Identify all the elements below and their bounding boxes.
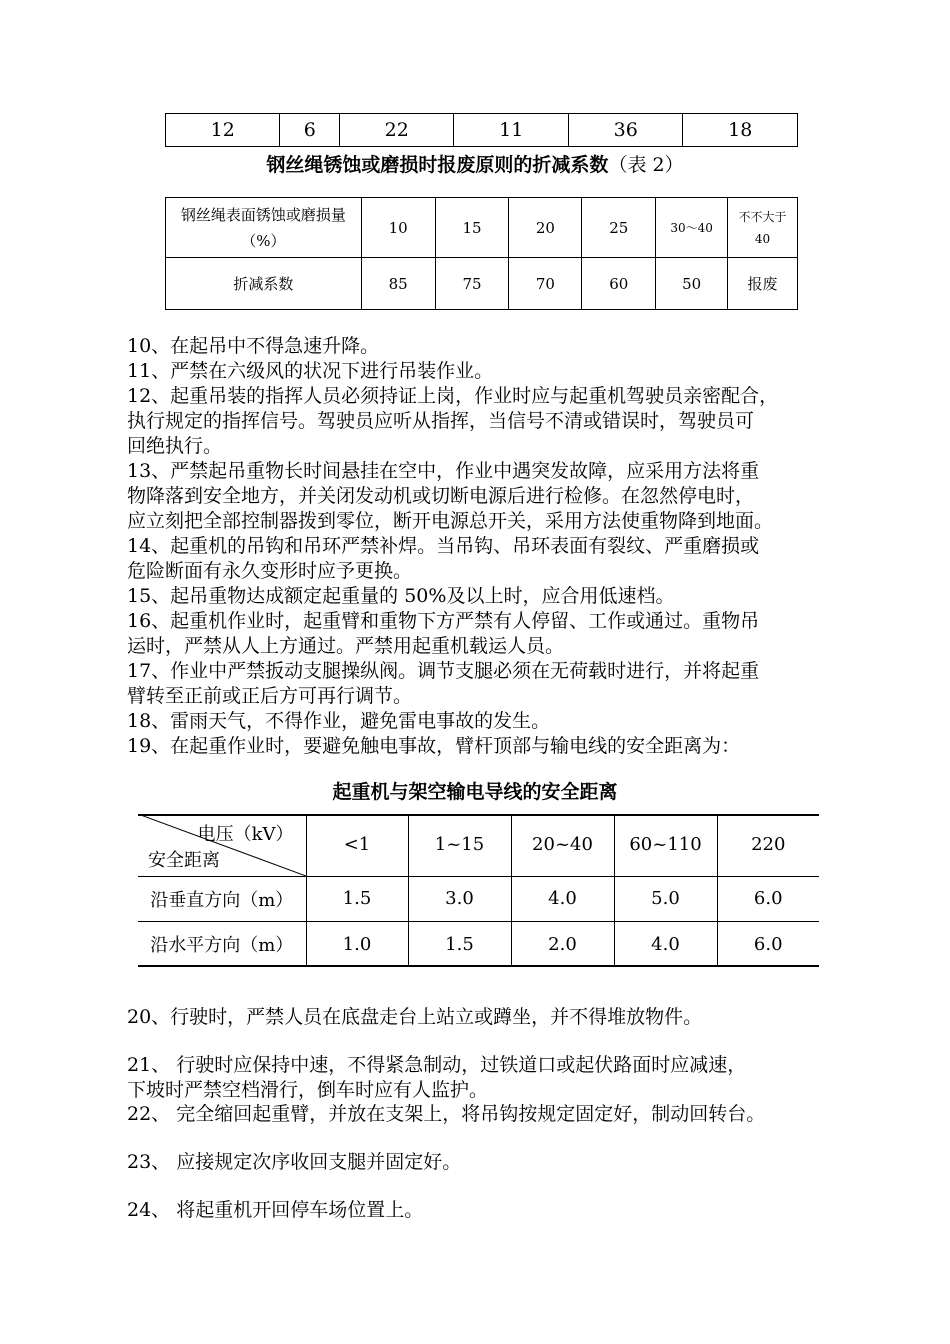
- table-row: [166, 198, 798, 258]
- rule-21: [127, 1053, 887, 1103]
- table-cell: 3.0: [408, 876, 511, 921]
- table-row: [166, 114, 798, 147]
- table-header-cell: 60~110: [614, 814, 717, 876]
- table-cell: 85: [361, 258, 435, 310]
- paragraph-line: 14、起重机的吊钩和吊环严禁补焊。当吊钩、吊环表面有裂纹、严重磨损或: [127, 535, 760, 557]
- table-cell: 4.0: [614, 921, 717, 967]
- paragraph-line: 执行规定的指挥信号。驾驶员应听从指挥，当信号不清或错误时，驾驶员可: [127, 410, 755, 432]
- table-cell: 1.5: [306, 876, 408, 921]
- table-cell: 6: [280, 114, 340, 147]
- table2-caption: [0, 150, 950, 177]
- table2-caption-number: （表 2）: [608, 154, 684, 176]
- table-cell: 5.0: [614, 876, 717, 921]
- paragraph-line: 11、严禁在六级风的状况下进行吊装作业。: [127, 360, 494, 382]
- reduction-coefficient-table: [165, 197, 798, 310]
- paragraph-line: 23、 应接规定次序收回支腿并固定好。: [127, 1151, 462, 1173]
- table2-caption-title: 钢丝绳锈蚀或磨损时报废原则的折减系数: [266, 154, 609, 176]
- table-row-label: 沿水平方向（m）: [150, 935, 294, 957]
- table-row: [166, 258, 798, 310]
- table3-caption: 起重机与架空输电导线的安全距离: [332, 781, 618, 803]
- table-header-cell: 30～40: [656, 198, 728, 258]
- rule-23: [127, 1150, 887, 1175]
- paragraph-line: 危险断面有永久变形时应予更换。: [127, 560, 413, 582]
- table-cell: 60: [582, 258, 656, 310]
- table-cell: 1.0: [306, 921, 408, 967]
- table-row: [138, 921, 819, 967]
- table-cell: 报废: [728, 258, 798, 310]
- table-header-cell: 10: [361, 198, 435, 258]
- paragraph-line: 13、严禁起吊重物长时间悬挂在空中，作业中遇突发故障，应采用方法将重: [127, 460, 760, 482]
- table-cell: 70: [509, 258, 582, 310]
- paragraph-line: 20、行驶时，严禁人员在底盘走台上站立或蹲坐，并不得堆放物件。: [127, 1006, 703, 1028]
- table-header-cell: 20: [509, 198, 582, 258]
- distance-header: 安全距离: [148, 849, 220, 871]
- paragraph-line: 应立刻把全部控制器拨到零位，断开电源总开关，采用方法使重物降到地面。: [127, 510, 774, 532]
- paragraph-line: 12、起重吊装的指挥人员必须持证上岗，作业时应与起重机驾驶员亲密配合，: [127, 385, 779, 407]
- diagonal-header-cell: [138, 814, 306, 876]
- table-cell: 75: [435, 258, 509, 310]
- table-cell: 22: [340, 114, 454, 147]
- rules-list-part1: [127, 334, 887, 759]
- paragraph-line: 16、起重机作业时，起重臂和重物下方严禁有人停留、工作或通过。重物吊: [127, 610, 760, 632]
- paragraph-line: 21、 行驶时应保持中速，不得紧急制动，过铁道口或起伏路面时应减速，: [127, 1054, 747, 1076]
- paragraph-line: 物降落到安全地方，并关闭发动机或切断电源后进行检修。在忽然停电时，: [127, 485, 755, 507]
- table-row: [138, 876, 819, 921]
- table-row: [138, 814, 819, 876]
- table-header-cell: 20~40: [511, 814, 614, 876]
- paragraph-line: 臂转至正前或正后方可再行调节。: [127, 685, 413, 707]
- rule-20: [127, 1005, 887, 1030]
- table-cell: 11: [454, 114, 568, 147]
- paragraph-line: 18、雷雨天气，不得作业，避免雷电事故的发生。: [127, 710, 551, 732]
- table-cell: 36: [568, 114, 682, 147]
- paragraph-line: 15、起吊重物达成额定起重量的 50%及以上时，应合用低速档。: [127, 585, 675, 607]
- table-row-label: 折减系数: [166, 258, 362, 310]
- table-continuation: [165, 113, 798, 147]
- paragraph-line: 下坡时严禁空档滑行，倒车时应有人监护。: [127, 1079, 489, 1101]
- paragraph-line: 24、 将起重机开回停车场位置上。: [127, 1199, 424, 1221]
- table-header-cell: 1~15: [408, 814, 511, 876]
- table-cell: 1.5: [408, 921, 511, 967]
- table-cell: 50: [656, 258, 728, 310]
- rule-24: [127, 1198, 887, 1223]
- table-row-label: 沿垂直方向（m）: [138, 876, 306, 921]
- table3-bottom-rule: [138, 965, 819, 967]
- table-cell: 18: [683, 114, 798, 147]
- paragraph-line: 19、在起重作业时，要避免触电事故，臂杆顶部与输电线的安全距离为：: [127, 735, 741, 757]
- table-header-cell: 不不大于 40: [728, 198, 798, 258]
- table-header-cell: 15: [435, 198, 509, 258]
- table-cell: 12: [166, 114, 280, 147]
- paragraph-line: 17、作业中严禁扳动支腿操纵阀。调节支腿必须在无荷载时进行，并将起重: [127, 660, 760, 682]
- safety-distance-table: [138, 814, 819, 967]
- table-cell: 6.0: [717, 921, 819, 967]
- table-header-cell: 25: [582, 198, 656, 258]
- voltage-header: 电压（kV）: [197, 824, 294, 845]
- table-header-cell: <1: [306, 814, 408, 876]
- paragraph-line: 回绝执行。: [127, 435, 223, 457]
- table-header-cell: 钢丝绳表面锈蚀或磨损量（%）: [166, 198, 362, 258]
- paragraph-line: 运时，严禁从人上方通过。严禁用起重机载运人员。: [127, 635, 565, 657]
- rule-22: [127, 1102, 887, 1127]
- table-header-cell: 220: [717, 814, 819, 876]
- table-cell: 4.0: [511, 876, 614, 921]
- paragraph-line: 10、在起吊中不得急速升降。: [127, 335, 380, 357]
- table-cell: 6.0: [717, 876, 819, 921]
- paragraph-line: 22、 完全缩回起重臂，并放在支架上，将吊钩按规定固定好，制动回转台。: [127, 1103, 766, 1125]
- table-cell: 2.0: [511, 921, 614, 967]
